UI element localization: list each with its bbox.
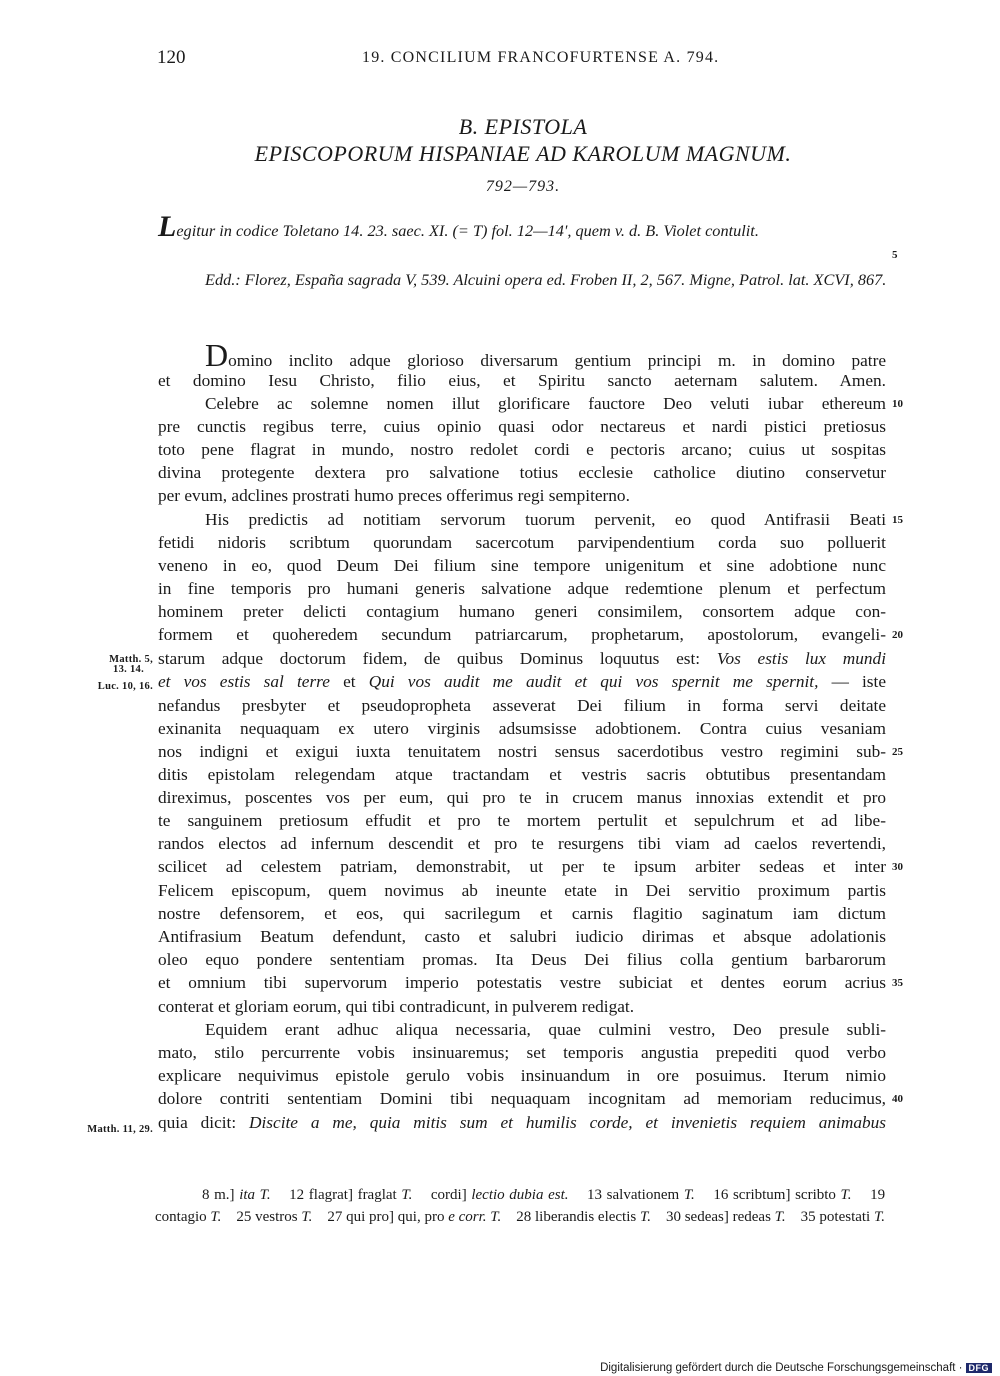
footnote: 13 salvationem	[587, 1187, 680, 1203]
text-line: oleo equo pondere sententiam promas. Ita Deus Dei filius colla gentium barbarorum	[158, 950, 886, 969]
footnote-siglum: ita T.	[239, 1187, 271, 1203]
manuscript-note	[158, 210, 888, 243]
text-line	[158, 648, 886, 673]
text-line: randos electos ad infernum descendit et pro te resurgens tibi viam ad caelos revertendi,	[158, 834, 886, 853]
footnote-siglum: T.	[639, 1209, 651, 1225]
scripture-quote: Qui vos audit me audit et qui vos spernit me spernit,	[368, 672, 819, 691]
text-line: His predictis ad notitiam servorum tuorum pervenit, eo quod Antifrasii Beati	[205, 510, 886, 529]
footnote-siglum: T.	[840, 1187, 852, 1203]
footnote: 28 liberandis electis	[516, 1209, 637, 1225]
document-date: 792—793.	[485, 178, 561, 195]
scripture-reference: Matth. 5,	[109, 654, 153, 665]
text-line: dolore contriti sententiam Domini tibi nequaquam incognitam ad memoriam reducimus,	[158, 1089, 886, 1108]
footnote: 30 sedeas] redeas	[665, 1209, 771, 1225]
footnote: 25 vestros	[236, 1209, 298, 1225]
text-line: exinanita nequaquam ex utero virginis adsumsisse adobtionem. Contra cuius vesaniam	[158, 719, 886, 738]
text-line: toto pene flagrat in mundo, nostro redolet cordi e pectoris arcano; cuius ut sospitas	[158, 440, 886, 459]
footnote-remark: lectio dubia est.	[471, 1187, 569, 1203]
text-line: Antifrasium Beatum defendunt, casto et salubri iudicio dirimas et absque adolationis	[158, 927, 886, 946]
scripture-reference: 13. 14.	[113, 664, 144, 675]
page-number: 120	[157, 47, 186, 68]
footnote: 35 potestati	[800, 1209, 871, 1225]
footnote-remark: e corr. T.	[448, 1209, 502, 1225]
text-line: explicare nequivimus epistole gerulo vobis insinuandum in ore posuimus. Iterum nimio	[158, 1066, 886, 1085]
line-number: 25	[892, 746, 903, 758]
text-span: omino inclito adque glorioso diversarum gentium principi m. in domino patre	[228, 351, 886, 370]
footnote: 19 contagio	[155, 1187, 886, 1225]
text-line: et omnium tibi supervorum imperio potestatis vestre subiciat et dentes eorum acrius	[158, 973, 886, 992]
footnote: 16 scribtum] scribto	[713, 1187, 836, 1203]
footnote: 12 flagrat] fraglat	[289, 1187, 397, 1203]
document-subtitle: EPISCOPORUM HISPANIAE AD KAROLUM MAGNUM.	[254, 141, 792, 166]
text-line	[205, 337, 886, 373]
text-line: veneno in eo, quod Deum Dei filium sine tempore unigenitum et sine adobtione nunc	[158, 556, 886, 575]
text-line: scilicet ad celestem patriam, demonstrabit, ut per te ipsum arbiter sedeas et inter	[158, 857, 886, 876]
text-line: nostre defensorem, et eos, qui sacrilegum et carnis flagitio saginatum iam dictum	[158, 904, 886, 923]
text-line: conterat et gloriam eorum, qui tibi contradicunt, in pulverem redigat.	[158, 997, 635, 1016]
editions-note: Edd.: Florez, España sagrada V, 539. Alcuini opera ed. Froben II, 2, 567. Migne, Patrol. lat. XCVI, 867.	[205, 270, 887, 289]
text-line: direximus, poscentes vos per eum, qui pro te in crucem manus innoxias extendit et pro	[158, 788, 886, 807]
line-number: 30	[892, 861, 903, 873]
line-number: 20	[892, 629, 903, 641]
footnote-siglum: T.	[401, 1187, 413, 1203]
footnote: cordi]	[430, 1187, 467, 1203]
line-number: 5	[892, 249, 898, 261]
funding-footer	[600, 1362, 992, 1374]
text-line: mato, stilo percurrente vobis insinuaremus; set temporis angustia prepediti quod verbo	[158, 1043, 886, 1062]
text-line: Equidem erant adhuc aliqua necessaria, quae culmini vestro, Deo presule subli-	[205, 1020, 886, 1039]
line-number: 15	[892, 514, 903, 526]
running-title: 19. CONCILIUM FRANCOFURTENSE A. 794.	[362, 49, 720, 66]
text-span: et	[343, 672, 356, 691]
text-span: — iste	[831, 672, 887, 691]
critical-apparatus	[155, 1184, 885, 1228]
document-title: B. EPISTOLA	[458, 114, 588, 139]
text-line	[158, 1112, 886, 1137]
text-line: Felicem episcopum, quem novimus ab ineunte etate in Dei servitio proximum partis	[158, 881, 886, 900]
manuscript-note-text: egitur in codice Toletano 14. 23. saec. XI. (= T) fol. 12—14', quem v. d. B. Violet contulit.	[176, 221, 759, 240]
scripture-reference: Matth. 11, 29.	[87, 1124, 153, 1135]
dfg-logo: DFG	[966, 1363, 993, 1373]
drop-cap: D	[205, 337, 229, 373]
line-number: 35	[892, 977, 903, 989]
footnote-siglum: T.	[873, 1209, 885, 1225]
footnote: 8 m.]	[202, 1187, 235, 1203]
text-line: pre cunctis regibus terre, cuius opinio quasi odor nectareus et nardi pistici pretiosus	[158, 417, 886, 436]
text-line: nefandus presbyter et pseudopropheta asseverat Dei filium in forma servi deitate	[158, 696, 886, 715]
text-line: te sanguinem pretiosum effudit et pro te mortem pertulit et sepulchrum et ad libe-	[158, 811, 886, 830]
footnote: 27 qui pro] qui, pro	[327, 1209, 445, 1225]
text-span: starum adque doctorum fidem, de quibus Dominus loquutus est:	[158, 649, 701, 668]
scripture-quote: et vos estis sal terre	[158, 672, 330, 691]
scripture-reference: Luc. 10, 16.	[97, 681, 153, 692]
footnote-siglum: T.	[210, 1209, 222, 1225]
text-line: ditis epistolam relegendam atque tractandam et vestris sacris obtutibus presentandam	[158, 765, 886, 784]
text-line: nos indigni et exigui iuxta tenuitatem nostri sensus sacerdotibus vestro regimini sub-	[158, 742, 886, 761]
line-number: 10	[892, 398, 903, 410]
footnote-siglum: T.	[683, 1187, 695, 1203]
text-line: fetidi nidoris scribtum quorundam sacercotum parvipendentium corda suo polluerit	[158, 533, 886, 552]
text-line	[158, 671, 886, 696]
text-line: Celebre ac solemne nomen illut glorificare fauctore Deo veluti iubar ethereum	[205, 394, 886, 413]
text-line: hominem preter delicti contagium humano generi consimilem, consortem adque con-	[158, 602, 886, 621]
text-line: per evum, adclines prostrati humo preces offerimus regi sempiterno.	[158, 486, 630, 505]
scripture-quote: Discite a me, quia mitis sum et humilis corde, et invenietis requiem animabus	[249, 1113, 886, 1132]
drop-cap: L	[158, 210, 177, 243]
footnote-siglum: T.	[774, 1209, 786, 1225]
text-line: in fine temporis pro humani generis salvatione adque redemtione plenum et perfectum	[158, 579, 886, 598]
text-line: divina protegente dextera pro salvatione totius ecclesie catholice diutino conservetur	[158, 463, 886, 482]
text-line: formem et quoheredem secundum patriarcarum, prophetarum, apostolorum, evangeli-	[158, 625, 886, 644]
line-number: 40	[892, 1093, 903, 1105]
text-line: et domino Iesu Christo, filio eius, et Spiritu sancto aeternam salutem. Amen.	[158, 371, 886, 390]
text-span: quia dicit:	[158, 1113, 237, 1132]
funding-text: Digitalisierung gefördert durch die Deutsche Forschungsgemeinschaft ·	[600, 1362, 963, 1374]
footnote-siglum: T.	[301, 1209, 313, 1225]
scripture-quote: Vos estis lux mundi	[716, 649, 886, 668]
